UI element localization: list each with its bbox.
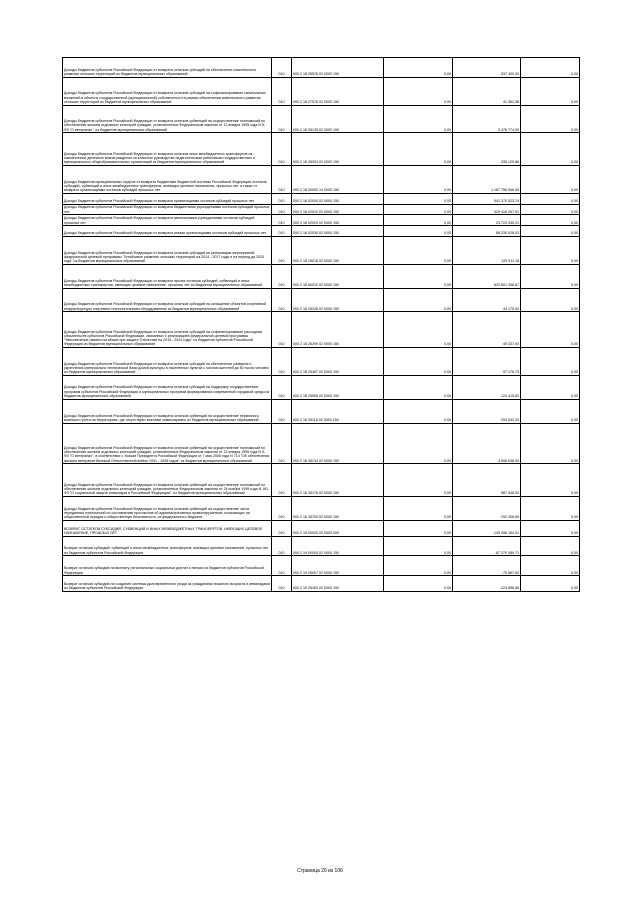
row-code-cell: 010: [272, 399, 292, 423]
row-code-cell: 010: [272, 204, 292, 215]
row-code-cell: 010: [272, 58, 292, 78]
row-assigned-cell: 0,00: [384, 105, 453, 133]
row-kbk-cell: 000 2 18 35700 02 0000 150: [292, 497, 384, 521]
row-code-cell: 010: [272, 226, 292, 237]
row-name-cell: Возврат остатков субсидий на выплату региональных социальных доплат к пенсии из бюджетов субъектов Российской Федерации: [63, 556, 272, 576]
row-unexecuted-cell: 0,00: [521, 288, 580, 312]
row-assigned-cell: 0,00: [384, 288, 453, 312]
row-assigned-cell: 0,00: [384, 237, 453, 265]
row-kbk-cell: 000 2 18 02030 02 0000 150: [292, 226, 384, 237]
row-unexecuted-cell: 0,00: [521, 348, 580, 376]
row-kbk-cell: 000 2 18 25228 02 0000 150: [292, 288, 384, 312]
row-unexecuted-cell: 0,00: [521, 497, 580, 521]
row-name-cell: Доходы бюджетов субъектов Российской Федерации от возврата остатков субвенций на осуществление полномочий по обеспечению жильем отдельных категорий граждан, установленных Федеральным законом от 12 января 1995 года N 5-ФЗ "О ветеранах", в соответствии с Указом Президента Российской Федерации от 7 мая 2008 года N 714 "Об обеспечении жильем ветеранов Великой Отечественной войны 1941 - 1945 годов" из бюджетов муниципальных образований: [63, 423, 272, 464]
row-unexecuted-cell: 0,00: [521, 166, 580, 194]
row-executed-cell: 335 129,86: [453, 133, 521, 166]
table-row: [63, 264, 580, 288]
table-row: [63, 520, 580, 536]
row-executed-cell: 1 167 756 546,05: [453, 166, 521, 194]
row-kbk-cell: 000 2 18 27576 02 0000 150: [292, 77, 384, 105]
row-unexecuted-cell: 0,00: [521, 464, 580, 497]
row-executed-cell: 620 601 396,67: [453, 264, 521, 288]
row-executed-cell: 124 415,82: [453, 375, 521, 399]
row-executed-cell: 3 478 774,00: [453, 105, 521, 133]
table-row: [63, 288, 580, 312]
row-kbk-cell: 000 2 18 25299 02 0000 150: [292, 312, 384, 348]
table-row: [63, 226, 580, 237]
row-code-cell: 010: [272, 375, 292, 399]
row-code-cell: 010: [272, 576, 292, 592]
table-row: [63, 58, 580, 78]
row-executed-cell: -87 370 089,71: [453, 536, 521, 556]
table-row: [63, 312, 580, 348]
page-number: Страница 20 из 106: [297, 868, 343, 874]
row-unexecuted-cell: 0,00: [521, 105, 580, 133]
row-unexecuted-cell: 0,00: [521, 520, 580, 536]
row-unexecuted-cell: 0,00: [521, 423, 580, 464]
row-kbk-cell: 000 2 18 00000 14 0000 150: [292, 166, 384, 194]
table-body: [63, 58, 580, 592]
row-name-cell: Доходы бюджетов субъектов Российской Федерации от возврата остатков субсидий на поддержку государственных программ субъектов Российской Федерации и муниципальных программ формирования современной городской среды из бюджетов муниципальных образований: [63, 375, 272, 399]
row-code-cell: 010: [272, 520, 292, 536]
row-kbk-cell: 000 2 18 35134 02 0000 150: [292, 423, 384, 464]
row-assigned-cell: 0,00: [384, 215, 453, 226]
row-name-cell: Доходы бюджетов субъектов Российской Федерации от возврата остатков субвенций на осуществление полномочий по обеспечению жильем отдельных категорий граждан, установленных Федеральным законом от 12 января 1995 года N 5-ФЗ "О ветеранах", из бюджетов муниципальных образований: [63, 105, 272, 133]
row-code-cell: 010: [272, 264, 292, 288]
row-executed-cell: 541 370 523,74: [453, 193, 521, 204]
row-code-cell: 010: [272, 215, 292, 226]
row-executed-cell: 587 548,00: [453, 464, 521, 497]
row-executed-cell: 537 400,00: [453, 58, 521, 78]
row-name-cell: Доходы бюджетов субъектов Российской Федерации от возврата остатков субсидий на софинансирование капитальных вложений в объекты государственной (муниципальной) собственности в рамках обеспечения комплексного развития сельских территорий из бюджетов муниципальных образований: [63, 77, 272, 105]
row-unexecuted-cell: 0,00: [521, 133, 580, 166]
row-name-cell: Возврат остатков субсидий, субвенций и иных межбюджетных трансфертов, имеющих целевое назначение, прошлых лет из бюджетов субъектов Российской Федерации: [63, 536, 272, 556]
row-kbk-cell: 000 2 18 02000 02 0000 150: [292, 193, 384, 204]
row-unexecuted-cell: 0,00: [521, 399, 580, 423]
table-row: [63, 166, 580, 194]
table-row: [63, 536, 580, 556]
row-assigned-cell: 0,00: [384, 464, 453, 497]
row-unexecuted-cell: 0,00: [521, 204, 580, 215]
revenue-table: [62, 57, 580, 592]
row-code-cell: 010: [272, 288, 292, 312]
table-row: [63, 497, 580, 521]
row-name-cell: Доходы бюджетов субъектов Российской Федерации от возврата иными организациями остатков субсидий прошлых лет: [63, 226, 272, 237]
table-row: [63, 237, 580, 265]
row-executed-cell: -224 896,58: [453, 576, 521, 592]
row-executed-cell: 23 723 330,21: [453, 215, 521, 226]
table-row: [63, 576, 580, 592]
row-name-cell: Доходы бюджетов субъектов Российской Федерации от возврата остатков субвенций на осуществление части переданных полномочий по составлению протоколов об административных правонарушениях, посягающих на общественный порядок и общественную безопасность, из федерального бюджета: [63, 497, 272, 521]
row-assigned-cell: 0,00: [384, 204, 453, 215]
row-executed-cell: 97 176,73: [453, 348, 521, 376]
table-row: [63, 423, 580, 464]
row-code-cell: 010: [272, 556, 292, 576]
table-row: [63, 105, 580, 133]
row-unexecuted-cell: 0,00: [521, 556, 580, 576]
row-name-cell: ВОЗВРАТ ОСТАТКОВ СУБСИДИЙ, СУБВЕНЦИЙ И ИНЫХ МЕЖБЮДЖЕТНЫХ ТРАНСФЕРТОВ, ИМЕЮЩИХ ЦЕЛЕВОЕ НАЗНАЧЕНИЕ, ПРОШЛЫХ ЛЕТ: [63, 520, 272, 536]
row-name-cell: Возврат остатков субсидий на создание системы долговременного ухода за гражданами пожилого возраста и инвалидами из бюджетов субъектов Российской Федерации: [63, 576, 272, 592]
row-unexecuted-cell: 0,00: [521, 375, 580, 399]
row-unexecuted-cell: 0,00: [521, 226, 580, 237]
row-assigned-cell: 0,00: [384, 133, 453, 166]
row-code-cell: 010: [272, 348, 292, 376]
row-kbk-cell: 000 2 19 00000 00 0000 000: [292, 520, 384, 536]
row-name-cell: Доходы бюджетов субъектов Российской Федерации от возврата остатков субсидий на обеспечение комплексного развития сельских территорий из бюджетов муниципальных образований: [63, 58, 272, 78]
row-assigned-cell: 0,00: [384, 423, 453, 464]
row-kbk-cell: 000 2 18 25018 02 0000 150: [292, 237, 384, 265]
row-code-cell: 010: [272, 423, 292, 464]
row-assigned-cell: 0,00: [384, 497, 453, 521]
row-assigned-cell: 0,00: [384, 166, 453, 194]
row-code-cell: 010: [272, 105, 292, 133]
row-kbk-cell: 000 2 18 02020 02 0000 150: [292, 215, 384, 226]
row-code-cell: 010: [272, 497, 292, 521]
row-executed-cell: 292 306,69: [453, 497, 521, 521]
row-name-cell: Доходы бюджетов субъектов Российской Федерации от возврата остатков субсидий на реализацию мероприятий федеральной целевой программы "Устойчивое развитие сельских территорий на 2014 - 2017 годы и на период до 2020 года" из бюджетов муниципальных образований: [63, 237, 272, 265]
row-executed-cell: 44 175,00: [453, 288, 521, 312]
row-executed-cell: 49 337,00: [453, 312, 521, 348]
row-kbk-cell: 000 2 19 25007 02 0000 150: [292, 556, 384, 576]
table-row: [63, 215, 580, 226]
row-unexecuted-cell: 0,00: [521, 193, 580, 204]
row-assigned-cell: 0,00: [384, 399, 453, 423]
row-code-cell: 010: [272, 536, 292, 556]
row-unexecuted-cell: 0,00: [521, 237, 580, 265]
row-name-cell: Доходы бюджетов субъектов Российской Федерации от возврата остатков субсидий на оснащение объектов спортивной инфраструктуры спортивно-технологическим оборудованием из бюджетов муниципальных образований: [63, 288, 272, 312]
row-kbk-cell: 000 2 19 25163 02 0000 150: [292, 576, 384, 592]
row-executed-cell: 429 416 267,51: [453, 204, 521, 215]
row-code-cell: 010: [272, 237, 292, 265]
row-assigned-cell: 0,00: [384, 193, 453, 204]
row-code-cell: 010: [272, 133, 292, 166]
row-executed-cell: 293 542,20: [453, 399, 521, 423]
row-executed-cell: 41 362,58: [453, 77, 521, 105]
row-kbk-cell: 000 2 18 60010 02 0000 150: [292, 264, 384, 288]
table-row: [63, 133, 580, 166]
row-name-cell: Доходы бюджетов субъектов Российской Федерации от возврата остатков субвенций на осуществление первичного воинского учета на территориях, где отсутствуют военные комиссариаты из бюджетов муниципальных образований: [63, 399, 272, 423]
row-name-cell: Доходы бюджетов субъектов Российской Федерации от возврата остатков иных межбюджетных трансфертов на ежемесячное денежное вознаграждение за классное руководство педагогическим работникам государственных и муниципальных общеобразовательных организаций из бюджетов муниципальных образований: [63, 133, 272, 166]
row-code-cell: 010: [272, 77, 292, 105]
row-assigned-cell: 0,00: [384, 536, 453, 556]
row-name-cell: Доходы бюджетов субъектов Российской Федерации от возврата организациями остатков субсидий прошлых лет: [63, 193, 272, 204]
row-kbk-cell: 000 2 18 25555 02 0000 150: [292, 375, 384, 399]
row-name-cell: Доходы бюджетов муниципальных округов от возврата бюджетами бюджетной системы Российской Федерации остатков субсидий, субвенций и иных межбюджетных трансфертов, имеющих целевое назначение, прошлых лет, а также от возврата организациями остатков субсидий прошлых лет: [63, 166, 272, 194]
row-kbk-cell: 000 2 18 35118 02 0000 150: [292, 399, 384, 423]
row-assigned-cell: 0,00: [384, 576, 453, 592]
table-row: [63, 348, 580, 376]
row-unexecuted-cell: 0,00: [521, 576, 580, 592]
row-executed-cell: -75 587,63: [453, 556, 521, 576]
table-row: [63, 399, 580, 423]
row-kbk-cell: 000 2 18 45303 02 0000 150: [292, 133, 384, 166]
row-code-cell: 010: [272, 312, 292, 348]
row-assigned-cell: 0,00: [384, 312, 453, 348]
row-unexecuted-cell: 0,00: [521, 536, 580, 556]
table-row: [63, 193, 580, 204]
row-name-cell: Доходы бюджетов субъектов Российской Федерации от возврата остатков субвенций на осуществление полномочий по обеспечению жильем отдельных категорий граждан, установленных Федеральным законом от 24 ноября 1995 года N 181-ФЗ "О социальной защите инвалидов в Российской Федерации", из бюджетов муниципальных образований: [63, 464, 272, 497]
table-row: [63, 204, 580, 215]
row-code-cell: 010: [272, 193, 292, 204]
row-name-cell: Доходы бюджетов субъектов Российской Федерации от возврата автономными учреждениями остатков субсидий прошлых лет: [63, 215, 272, 226]
row-assigned-cell: 0,00: [384, 226, 453, 237]
row-assigned-cell: 0,00: [384, 58, 453, 78]
table-row: [63, 464, 580, 497]
row-kbk-cell: 000 2 18 35135 02 0000 150: [292, 105, 384, 133]
row-code-cell: 010: [272, 464, 292, 497]
row-name-cell: Доходы бюджетов субъектов Российской Федерации от возврата прочих остатков субсидий, субвенций и иных межбюджетных трансфертов, имеющих целевое назначение, прошлых лет из бюджетов муниципальных образований: [63, 264, 272, 288]
row-assigned-cell: 0,00: [384, 556, 453, 576]
row-executed-cell: 4 696 636,00: [453, 423, 521, 464]
row-unexecuted-cell: 0,00: [521, 77, 580, 105]
row-kbk-cell: 000 2 18 35176 02 0000 150: [292, 464, 384, 497]
row-executed-cell: 129 911,18: [453, 237, 521, 265]
row-kbk-cell: 000 2 19 00000 02 0000 150: [292, 536, 384, 556]
row-unexecuted-cell: 0,00: [521, 58, 580, 78]
row-kbk-cell: 000 2 18 02010 02 0000 150: [292, 204, 384, 215]
row-assigned-cell: 0,00: [384, 264, 453, 288]
table-row: [63, 77, 580, 105]
row-executed-cell: -145 496 154,31: [453, 520, 521, 536]
table-row: [63, 375, 580, 399]
row-name-cell: Доходы бюджетов субъектов Российской Федерации от возврата остатков субсидий на софинансирование расходных обязательств субъектов Российской Федерации, связанных с реализацией федеральной целевой программы "Увековечение памяти погибших при защите Отечества на 2019 - 2024 годы" из бюджетов субъектов Российской Федерации из бюджетов муниципальных образований: [63, 312, 272, 348]
row-executed-cell: 88 230 926,02: [453, 226, 521, 237]
row-name-cell: Доходы бюджетов субъектов Российской Федерации от возврата бюджетными учреждениями остатков субсидий прошлых лет: [63, 204, 272, 215]
row-kbk-cell: 000 2 18 25576 02 0000 150: [292, 58, 384, 78]
row-unexecuted-cell: 0,00: [521, 312, 580, 348]
row-code-cell: 010: [272, 166, 292, 194]
row-name-cell: Доходы бюджетов субъектов Российской Федерации от возврата остатков субсидий на обеспечение развития и укрепления материально-технической базы домов культуры в населенных пунктах с числом жителей до 50 тысяч человек из бюджетов муниципальных образований: [63, 348, 272, 376]
row-assigned-cell: 0,00: [384, 520, 453, 536]
row-unexecuted-cell: 0,00: [521, 215, 580, 226]
row-kbk-cell: 000 2 18 25467 02 0000 150: [292, 348, 384, 376]
row-assigned-cell: 0,00: [384, 77, 453, 105]
row-assigned-cell: 0,00: [384, 348, 453, 376]
row-unexecuted-cell: 0,00: [521, 264, 580, 288]
row-assigned-cell: 0,00: [384, 375, 453, 399]
table-row: [63, 556, 580, 576]
